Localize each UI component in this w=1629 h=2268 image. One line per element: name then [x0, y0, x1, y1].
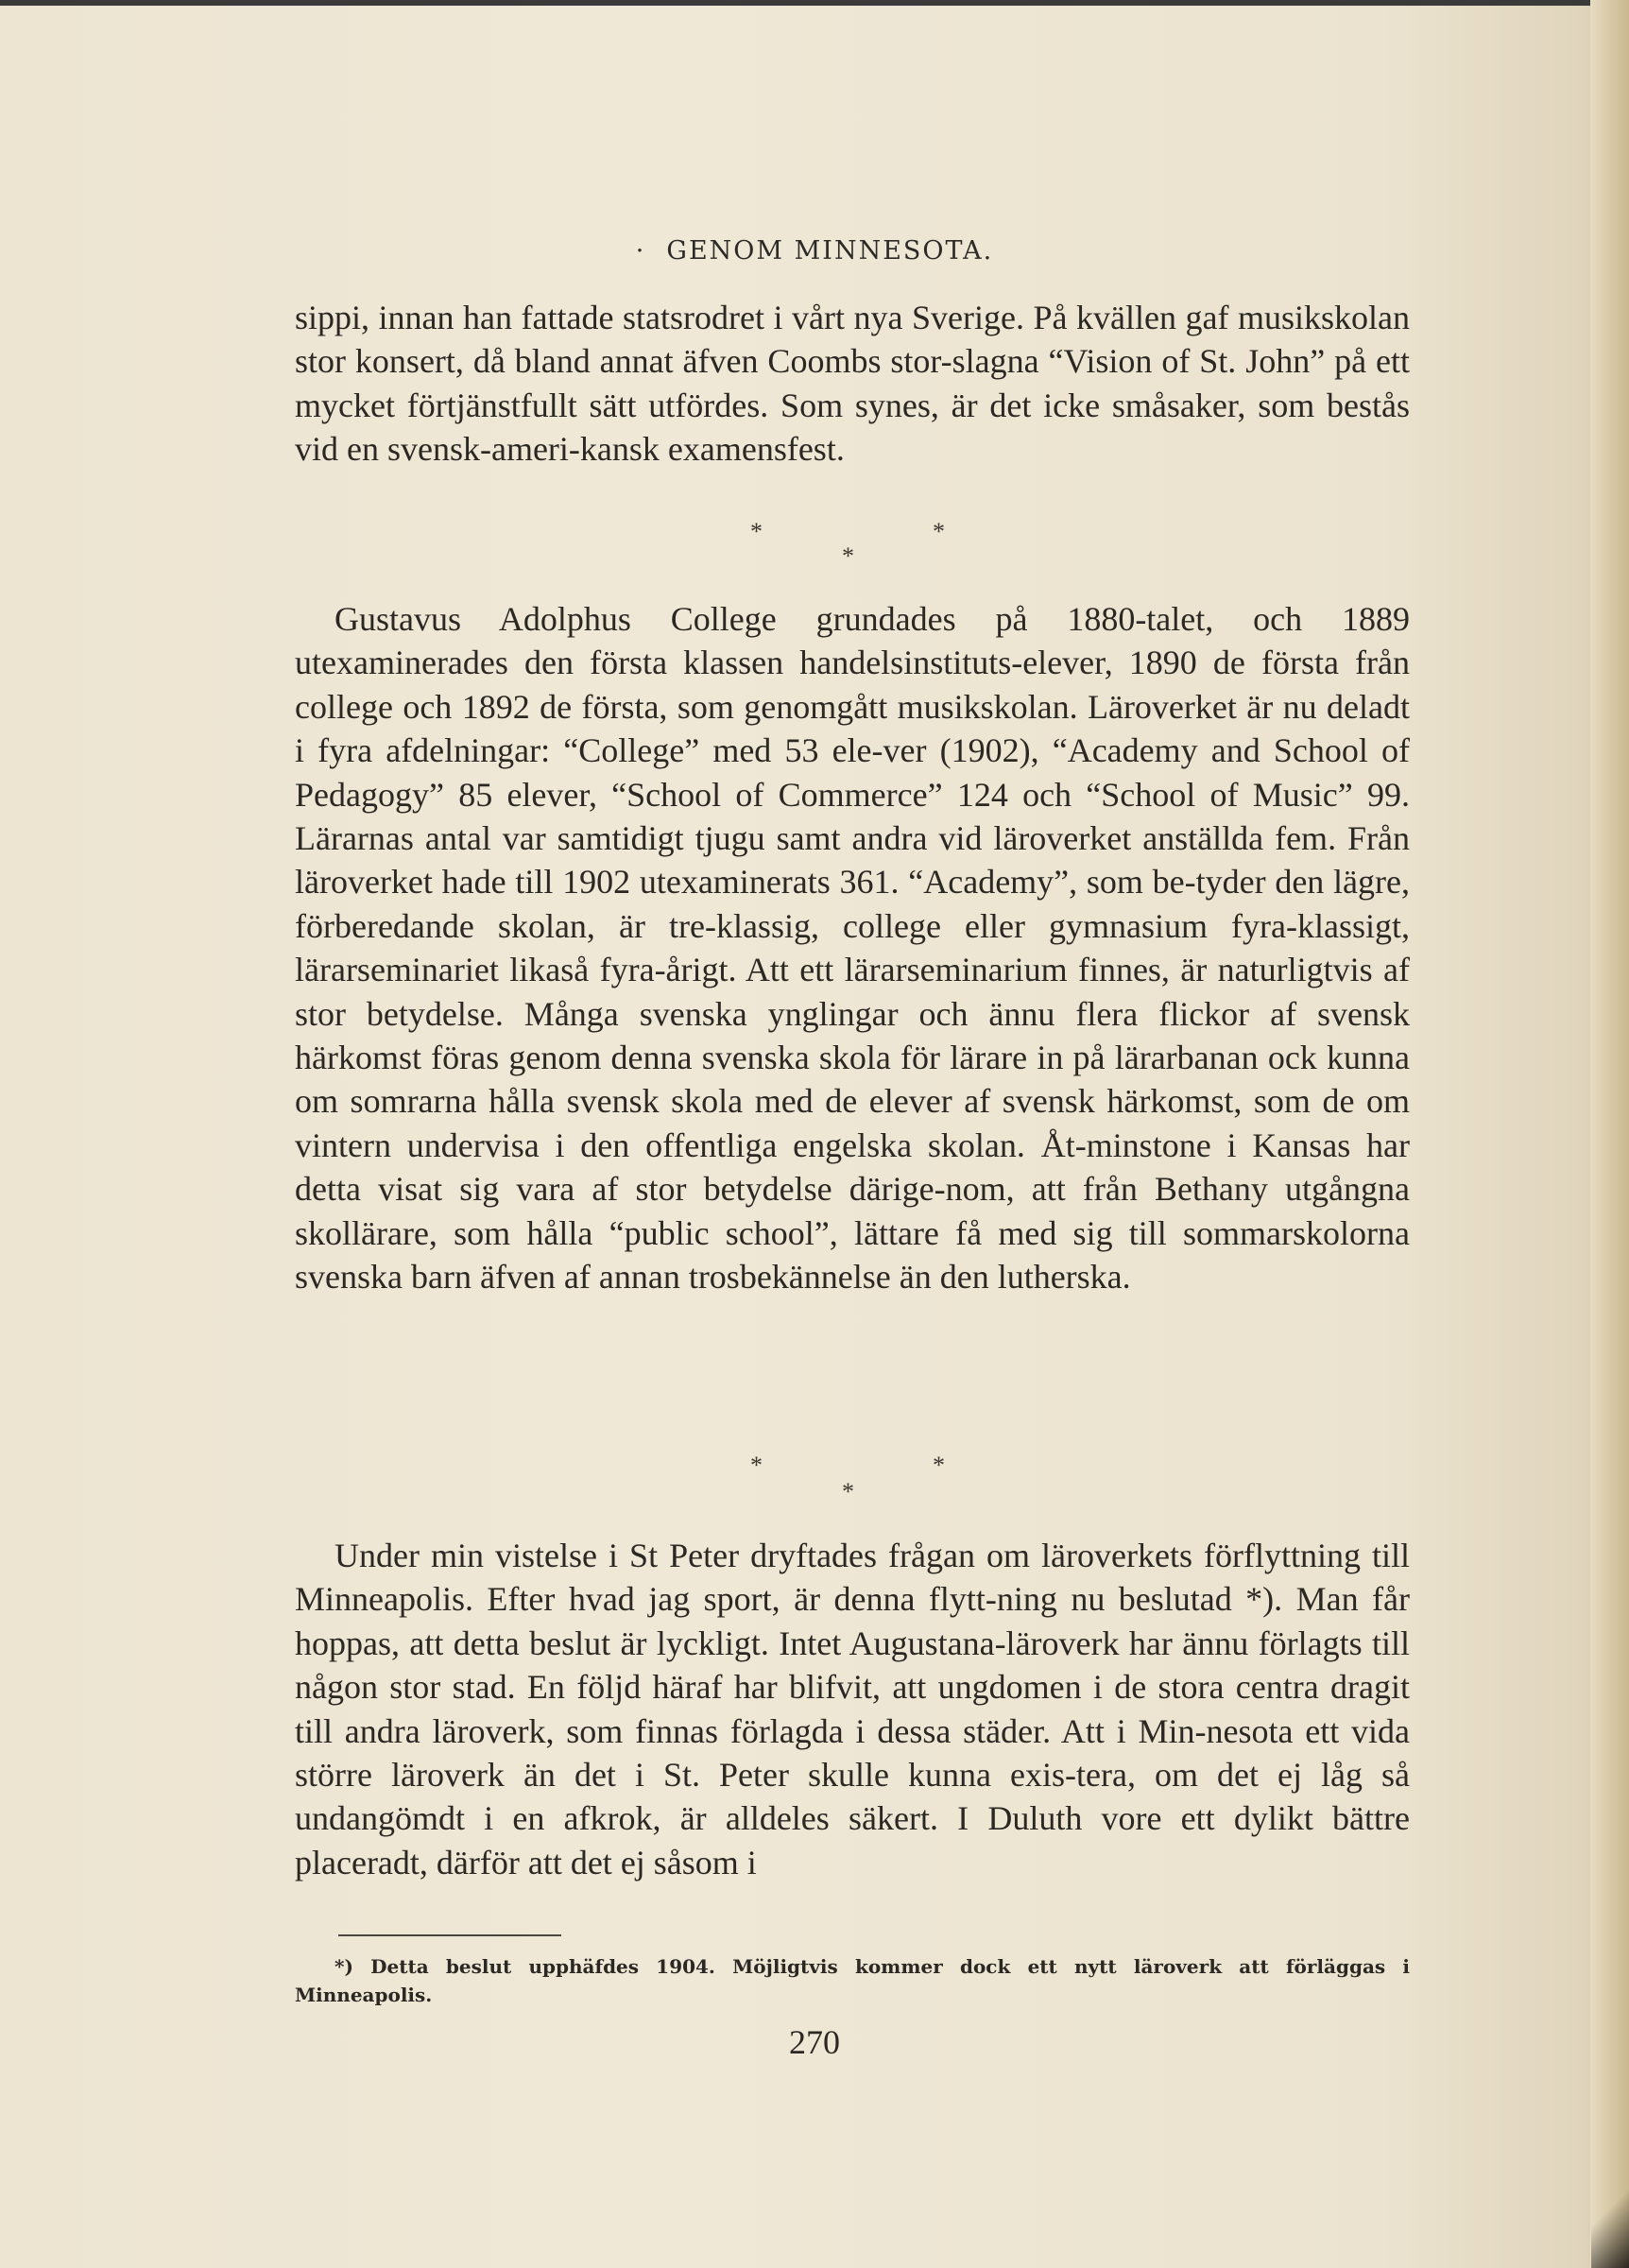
footnote-text: *) Detta beslut upphäfdes 1904. Möjligtvis kommer dock ett nytt läroverk att förläggas i Minneapolis. [295, 1955, 1410, 2006]
paragraph-2-text: Gustavus Adolphus College grundades på 1880-talet, och 1889 utexaminerades den första klassen handelsinstituts-elever, 1890 de första från college och 1892 de första, som genomgått musikskolan. Läroverket är nu deladt i fyra afdelningar: “College” med 53 ele-ver (1902), “Academy and School of Pedagogy” 85 elever, “School of Commerce” 124 och “School of Music” 99. Lärarnas antal var samtidigt tjugu samt andra vid läroverket anställda fem. Från läroverket hade till 1902 utexaminerats 361. “Academy”, som be-tyder den lägre, förberedande skolan, är tre-klassig, college eller gymnasium fyra-klassigt, lärarseminariet likaså fyra-årigt. Att ett lärarseminarium finnes, är naturligtvis af stor betydelse. Många svenska ynglingar och ännu flera flickor af svensk härkomst föras genom denna svenska skola för lärare in på lärarbanan ock kunna om somrarna hålla svensk skola med de elever af svensk härkomst, som de om vintern undervisa i den offentliga engelska skolan. Åt-minstone i Kansas har detta visat sig vara af stor betydelse därige-nom, att från Bethany utgångna skollärare, som hålla “public school”, lättare få med sig till sommarskolorna svenska barn äfven af annan trosbekännelse än den lutherska. [295, 600, 1410, 1297]
running-head-mark: · [635, 236, 646, 266]
binding-edge [1590, 0, 1629, 2268]
asterism-1-left-star: * [750, 518, 763, 545]
footnote-rule [338, 1934, 561, 1936]
running-head [0, 236, 1629, 266]
asterism-1-center-star: * [842, 542, 854, 570]
asterism-2-center-star: * [842, 1478, 854, 1505]
asterism-2-left-star: * [750, 1452, 763, 1479]
corner-shadow [1591, 2174, 1629, 2268]
paragraph-3 [295, 1534, 1410, 1884]
paragraph-1-text: sippi, innan han fattade statsrodret i vårt nya Sverige. På kvällen gaf musikskolan stor konsert, då bland annat äfven Coombs stor-slagna “Vision of St. John” på ett mycket förtjänstfullt sätt utfördes. Som synes, är det icke småsaker, som bestås vid en svensk-ameri-kansk examensfest. [295, 299, 1410, 469]
paragraph-3-text: Under min vistelse i St Peter dryftades frågan om läroverkets förflyttning till Minneapolis. Efter hvad jag sport, är denna flytt-ning nu beslutad *). Man får hoppas, att detta beslut är lyckligt. Intet Augustana-läroverk har ännu förlagts till någon stor stad. En följd häraf har blifvit, att ungdomen i de stora centra dragit till andra läroverk, som finnas förlagda i dessa städer. Att i Min-nesota ett vida större läroverk än det i St. Peter skulle kunna exis-tera, om det ej låg så undangömdt i en afkrok, är alldeles säkert. I Duluth vore ett dylikt bättre placeradt, därför att det ej såsom i [295, 1537, 1410, 1881]
page-top-edge [0, 0, 1629, 6]
paragraph-2 [295, 597, 1410, 1299]
page-number: 270 [789, 2023, 840, 2061]
footnote [295, 1952, 1410, 2009]
asterism-2-right-star: * [933, 1452, 945, 1479]
paragraph-1 [295, 296, 1410, 472]
asterism-1-right-star: * [933, 518, 945, 545]
running-head-title: GENOM MINNESOTA. [666, 236, 994, 266]
